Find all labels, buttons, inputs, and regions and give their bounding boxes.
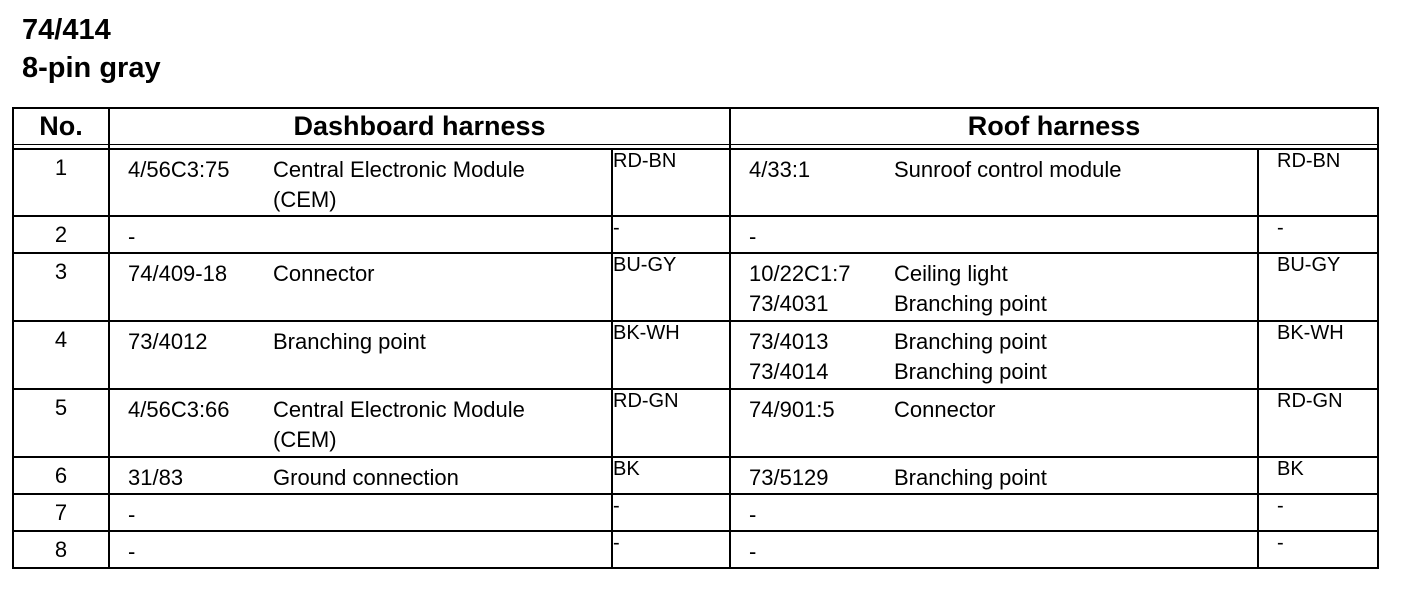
roof-wire-color: -	[1258, 531, 1378, 568]
pin-number: 5	[13, 389, 109, 457]
roof-connection	[730, 457, 1258, 494]
roof-wire-color: RD-BN	[1258, 149, 1378, 216]
dashboard-wire-color: -	[612, 531, 730, 568]
connection-code: -	[749, 224, 757, 249]
dashboard-wire-color: BK	[612, 457, 730, 494]
connection-code: 31/83	[128, 465, 184, 490]
dashboard-wire-color: -	[612, 494, 730, 531]
connection-description	[894, 500, 1257, 530]
connection-code: -	[128, 539, 136, 564]
roof-wire-color: -	[1258, 494, 1378, 531]
connection-entry	[110, 495, 611, 530]
roof-connection	[730, 216, 1258, 253]
connection-entry	[110, 390, 611, 455]
dashboard-connection	[109, 389, 612, 457]
connection-code: 4/56C3:66	[128, 397, 230, 422]
connection-entry	[731, 357, 1257, 387]
connection-code: 10/22C1:7	[749, 261, 851, 286]
table-row	[13, 321, 1378, 389]
connection-entry	[731, 289, 1257, 319]
table-row	[13, 253, 1378, 321]
header-row	[13, 108, 1378, 145]
connection-entry	[731, 217, 1257, 252]
pinout-body	[13, 149, 1378, 568]
connection-code: 73/4013	[749, 329, 829, 354]
roof-connection	[730, 149, 1258, 216]
connection-code: 4/56C3:75	[128, 157, 230, 182]
connection-description: Branching point	[894, 291, 1047, 316]
dashboard-wire-color: BU-GY	[612, 253, 730, 321]
connection-description: Central Electronic Module (CEM)	[273, 397, 525, 452]
connection-entry	[731, 495, 1257, 530]
roof-wire-color: BK	[1258, 457, 1378, 494]
connection-entry	[110, 458, 611, 493]
roof-wire-color: BK-WH	[1258, 321, 1378, 389]
connection-entry	[731, 150, 1257, 185]
pinout-table	[12, 107, 1379, 569]
roof-wire-color: -	[1258, 216, 1378, 253]
connection-entry	[110, 322, 611, 357]
roof-connection	[730, 253, 1258, 321]
connection-description	[273, 500, 583, 530]
dashboard-connection	[109, 531, 612, 568]
connection-code: -	[749, 502, 757, 527]
dashboard-wire-color: RD-GN	[612, 389, 730, 457]
dashboard-connection	[109, 321, 612, 389]
pin-number: 8	[13, 531, 109, 568]
pin-number: 3	[13, 253, 109, 321]
roof-wire-color: BU-GY	[1258, 253, 1378, 321]
connection-code: 73/4012	[128, 329, 208, 354]
roof-connection	[730, 494, 1258, 531]
pin-number: 4	[13, 321, 109, 389]
connection-description: Branching point	[894, 465, 1047, 490]
connection-code: -	[749, 539, 757, 564]
connection-description: Connector	[273, 261, 375, 286]
dashboard-connection	[109, 494, 612, 531]
connection-code: 4/33:1	[749, 157, 811, 182]
table-row	[13, 149, 1378, 216]
connection-description: Ceiling light	[894, 261, 1008, 286]
connection-code: 73/4031	[749, 291, 829, 316]
roof-wire-color: RD-GN	[1258, 389, 1378, 457]
connection-description: Ground connection	[273, 465, 459, 490]
connection-entry	[731, 390, 1257, 425]
table-row	[13, 389, 1378, 457]
dashboard-connection	[109, 216, 612, 253]
dashboard-wire-color: BK-WH	[612, 321, 730, 389]
pin-number: 2	[13, 216, 109, 253]
connection-description: Branching point	[894, 359, 1047, 384]
dashboard-connection	[109, 253, 612, 321]
connection-entry	[731, 532, 1257, 567]
dashboard-wire-color: RD-BN	[612, 149, 730, 216]
connection-entry	[731, 458, 1257, 493]
header-dashboard: Dashboard harness	[109, 108, 730, 145]
dashboard-wire-color: -	[612, 216, 730, 253]
table-row	[13, 494, 1378, 531]
connection-entry	[731, 254, 1257, 289]
roof-connection	[730, 321, 1258, 389]
connection-code: 74/409-18	[128, 261, 228, 286]
roof-connection	[730, 531, 1258, 568]
connector-subtitle: 8-pin gray	[22, 52, 161, 84]
dashboard-connection	[109, 457, 612, 494]
connection-description	[894, 537, 1257, 567]
header-roof: Roof harness	[730, 108, 1378, 145]
connection-entry	[110, 217, 611, 252]
connection-description	[273, 222, 583, 252]
connection-description: Branching point	[273, 329, 426, 354]
connector-title: 74/414	[22, 14, 111, 46]
roof-connection	[730, 389, 1258, 457]
pin-number: 1	[13, 149, 109, 216]
pin-number: 6	[13, 457, 109, 494]
table-row	[13, 457, 1378, 494]
connection-description	[273, 537, 583, 567]
connection-description: Sunroof control module	[894, 157, 1122, 182]
table-row	[13, 531, 1378, 568]
connection-code: 74/901:5	[749, 397, 835, 422]
connection-code: 73/5129	[749, 465, 829, 490]
dashboard-connection	[109, 149, 612, 216]
connection-code: -	[128, 224, 136, 249]
connection-description	[894, 222, 1257, 252]
connection-description: Connector	[894, 397, 996, 422]
connection-entry	[731, 322, 1257, 357]
table-row	[13, 216, 1378, 253]
header-no: No.	[13, 108, 109, 145]
connection-code: -	[128, 502, 136, 527]
connection-description: Central Electronic Module (CEM)	[273, 157, 525, 212]
connection-code: 73/4014	[749, 359, 829, 384]
connection-entry	[110, 254, 611, 289]
pin-number: 7	[13, 494, 109, 531]
connection-entry	[110, 532, 611, 567]
connection-description: Branching point	[894, 329, 1047, 354]
connection-entry	[110, 150, 611, 215]
